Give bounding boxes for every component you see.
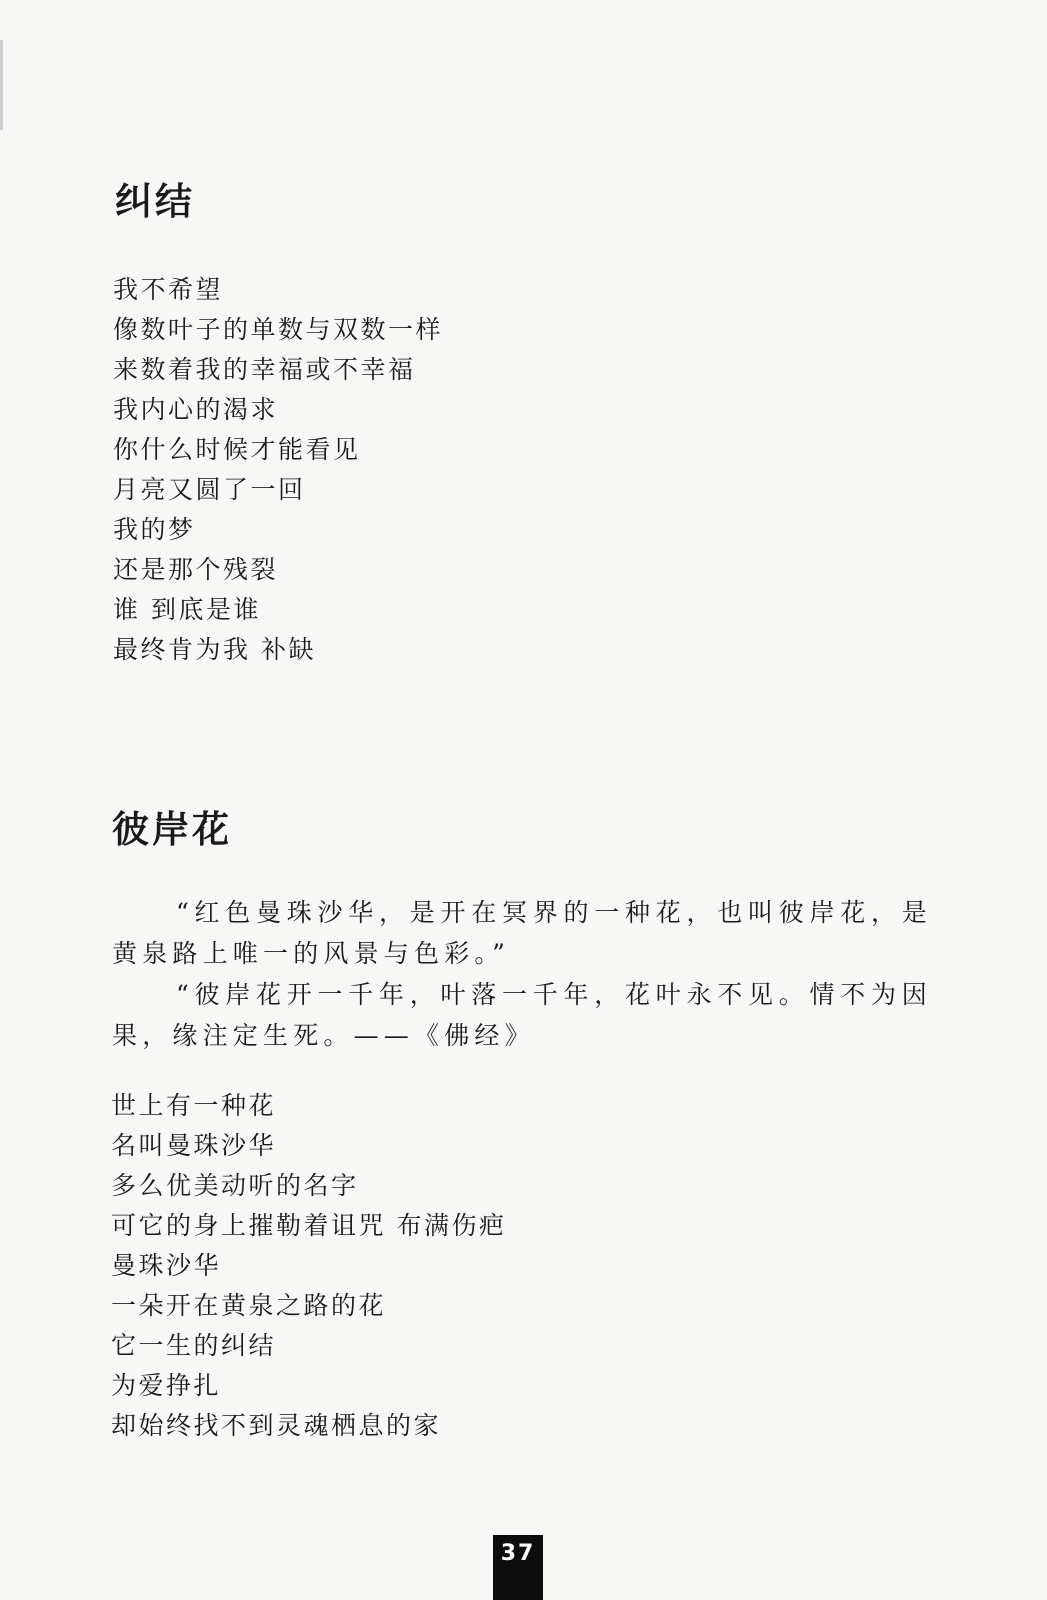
poem-line: 你什么时候才能看见: [113, 435, 361, 464]
poem-line: 我的梦: [113, 515, 196, 544]
poem-line: 为爱挣扎: [111, 1371, 222, 1400]
poem-line: 来数着我的幸福或不幸福: [113, 355, 416, 384]
page-edge-mark: [0, 40, 3, 130]
poem-line: 我内心的渴求: [113, 395, 279, 424]
poem-line: 可它的身上摧勒着诅咒 布满伤疤: [111, 1211, 507, 1240]
poem-jiujie: [113, 270, 443, 670]
epigraph-quote: “彼岸花开一千年，叶落一千年，花叶永不见。情不为因果，缘注定生死。——《佛经》: [112, 980, 932, 1050]
poem-title-bianhua: 彼岸花: [112, 808, 232, 851]
poem-line: 它一生的纠结: [111, 1331, 277, 1360]
poem-line: 我不希望: [113, 275, 224, 304]
page-number: 37: [493, 1535, 543, 1600]
poem-line: 名叫曼珠沙华: [111, 1131, 277, 1160]
poem-line: 却始终找不到灵魂栖息的家: [111, 1411, 442, 1440]
poem-line: 曼珠沙华: [111, 1251, 222, 1280]
poem-line: 最终肯为我 补缺: [113, 635, 316, 664]
poem-line: 月亮又圆了一回: [113, 475, 306, 504]
poem-line: 世上有一种花: [111, 1091, 277, 1120]
poem-line: 还是那个残裂: [113, 555, 279, 584]
poem-line: 像数叶子的单数与双数一样: [113, 315, 444, 344]
poem-title-jiujie: 纠结: [115, 180, 195, 223]
epigraph: [112, 892, 932, 1056]
poem-bianhua: [111, 1086, 506, 1446]
poem-line: 谁 到底是谁: [113, 595, 261, 624]
poem-line: 一朵开在黄泉之路的花: [111, 1291, 387, 1320]
epigraph-quote: “红色曼珠沙华，是开在冥界的一种花，也叫彼岸花，是黄泉路上唯一的风景与色彩。”: [112, 898, 932, 968]
poem-line: 多么优美动听的名字: [111, 1171, 359, 1200]
